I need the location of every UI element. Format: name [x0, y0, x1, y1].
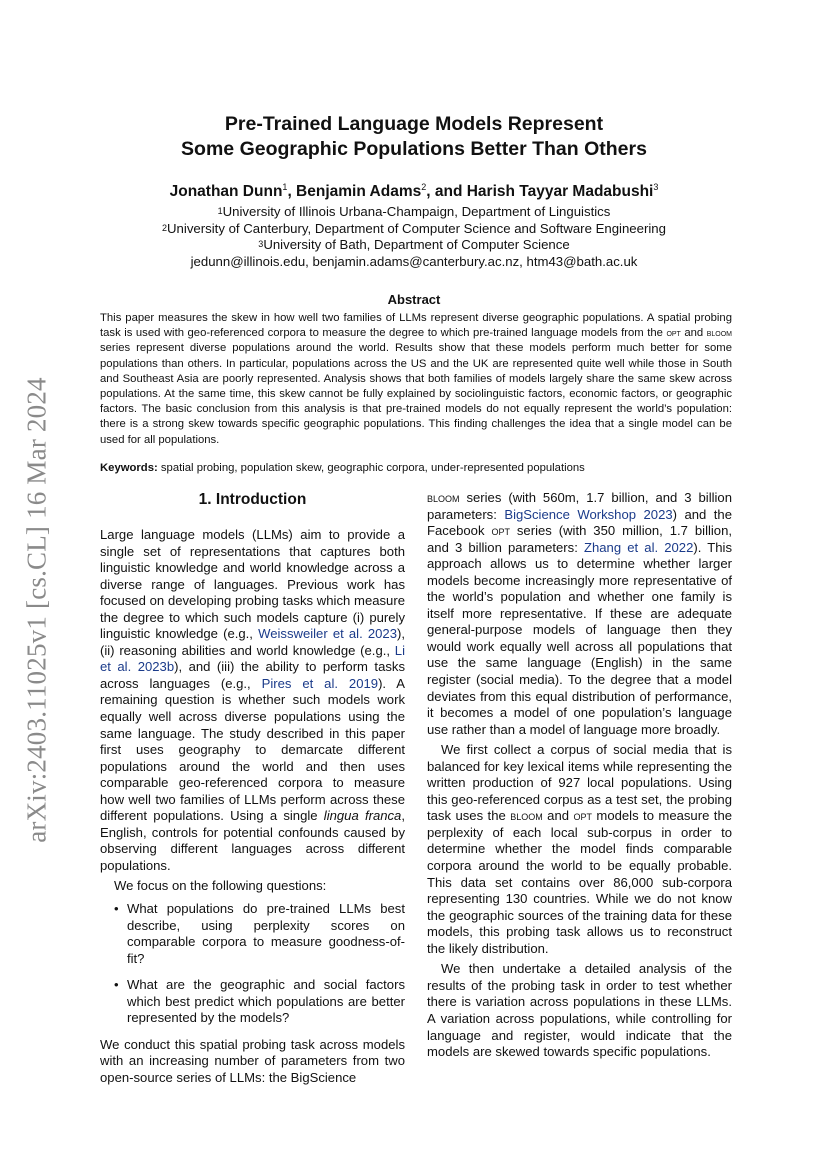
text-run: ) and the Facebook	[427, 506, 733, 539]
abstract-text-1: This paper measures the skew in how well two families of LLMs represent diverse geographic populations. A spatial probing task is used with geo-referenced corpora to measure the degree to which pre-trained language models from the	[100, 312, 732, 340]
model-name-bloom: bloom	[510, 809, 543, 824]
abstract-bloom: bloom	[706, 327, 732, 340]
abstract-text-3: series represent diverse populations around the world. Results show that these models perform much better for some populations than others. In particular, populations across the US and the UK are represented quite well while those in South and Southeast Asia are poorly represented. Analysis shows that both families of models largely share the same skew across populations. At the same time, this skew cannot be fully explained by sociolinguistic factors, economic factors, or geographic factors. The basic conclusion from this analysis is that pre-trained models do not equally represent the world’s population: there is a strong skew towards specific geographic populations. This finding challenges the idea that a single model can be used for all populations.	[100, 342, 732, 446]
model-name-opt: opt	[573, 809, 592, 824]
citation-link[interactable]: Zhang et al. 2022	[583, 539, 694, 555]
list-item: • What populations do pre-trained LLMs best describe, using perplexity scores on comparable corpora to measure goodness-of-fit?	[114, 901, 405, 967]
intro-paragraph-5	[427, 742, 732, 957]
list-item: • What are the geographic and social factors which best predict which populations are better represented by the models?	[114, 977, 405, 1027]
intro-paragraph-3: We conduct this spatial probing task across models with an increasing number of parameters from two open-source series of LLMs: the BigScience	[100, 1036, 405, 1085]
affiliation-1-sup: 1	[217, 206, 223, 216]
author-2: , Benjamin Adams	[287, 183, 422, 200]
author-1: Jonathan Dunn	[169, 183, 283, 200]
author-2-sup: 2	[421, 182, 427, 192]
text-run: series (with 560m, 1.7 billion, and 3 billion parameters:	[427, 490, 732, 522]
author-emails: jedunn@illinois.edu, benjamin.adams@canterbury.ac.nz, htm43@bath.ac.uk	[190, 253, 638, 269]
citation-link[interactable]: Weissweiler et al. 2023	[258, 626, 397, 642]
italic-term: lingua franca	[323, 808, 402, 824]
arxiv-stamp	[14, 365, 60, 855]
intro-paragraph-4	[427, 490, 732, 738]
affiliation-1	[0, 204, 828, 221]
affiliation-2-text: University of Canterbury, Department of Computer Science and Software Engineering	[167, 220, 666, 236]
text-run: Large language models (LLMs) aim to provide a single set of representations that captures both linguistic knowledge and world knowledge across a diverse range of languages. Previous work has focused on developing probing tasks which measure the degree to which such models capture (i) purely linguistic knowledge (e.g.,	[100, 527, 405, 642]
affiliations	[0, 204, 828, 270]
citation-link[interactable]: Pires et al. 2019	[261, 675, 379, 691]
abstract-heading: Abstract	[387, 292, 441, 307]
affiliation-2-sup: 2	[162, 222, 168, 233]
author-3: , and Harish Tayyar Madabushi	[426, 183, 654, 200]
affiliation-1-text: University of Illinois Urbana-Champaign, Department of Linguistics	[222, 204, 611, 219]
paper-title	[0, 112, 828, 162]
keywords-text: spatial probing, population skew, geographic corpora, under-represented populations	[157, 462, 585, 474]
affiliation-3	[0, 237, 828, 254]
text-run: and	[542, 808, 574, 824]
citation-link[interactable]: BigScience Workshop 2023	[504, 506, 673, 522]
abstract-opt: opt	[666, 327, 681, 340]
model-name-bloom: bloom	[427, 491, 460, 505]
text-run: ). A remaining question is whether such models work equally well across diverse populations using the same language. The study described in this paper first uses geography to demarcate different populations around the world and then uses comparable geo-referenced corpora to measure how well two families of LLMs perform across these different populations. Using a single	[100, 675, 405, 824]
author-1-sup: 1	[282, 182, 288, 192]
arxiv-identifier: arXiv:2403.11025v1 [cs.CL] 16 Mar 2024	[21, 377, 52, 843]
model-name-opt: opt	[491, 524, 510, 539]
title-line-1: Pre-Trained Language Models Represent	[224, 113, 604, 135]
question-list	[100, 901, 405, 1027]
author-list	[0, 183, 828, 201]
intro-paragraph-6: We then undertake a detailed analysis of the results of the probing task in order to test whether there is variation across populations in these LLMs. A variation across populations, while controlling for language and register, would indicate that the models are skewed towards specific populations.	[427, 961, 732, 1060]
left-column	[100, 490, 405, 1087]
text-run: , English, controls for potential confounds caused by observing different languages across different populations.	[100, 808, 405, 873]
author-3-sup: 3	[653, 182, 659, 192]
text-run: We first collect a corpus of social media that is balanced for key lexical items while representing the written production of 927 local populations. Using this geo-referenced corpus as a test set, the probing task uses the	[427, 742, 732, 824]
citation-link[interactable]: Li et al. 2023b	[100, 642, 405, 675]
affiliation-2	[0, 221, 828, 238]
section-heading-introduction: 1. Introduction	[198, 491, 307, 508]
text-run: ), (ii) reasoning abilities and world knowledge (e.g.,	[100, 626, 405, 658]
intro-paragraph-2: We focus on the following questions:	[114, 878, 327, 894]
intro-paragraph-1	[100, 527, 405, 874]
abstract-body	[100, 311, 732, 448]
title-line-2: Some Geographic Populations Better Than Others	[181, 138, 647, 160]
keywords	[100, 462, 732, 474]
affiliation-3-sup: 3	[258, 239, 264, 250]
text-run: ), and (iii) the ability to perform tasks across languages (e.g.,	[100, 659, 405, 691]
text-run: ). This approach allows us to determine whether larger models become increasingly more representative of the world’s population and whether one family is itself more representative. If these are adequate general-purpose models of language then they would work equally well across all populations that use the same language (English) in the same register (social media). To the degree that a model deviates from this equal distribution of performance, it becomes a model of one population’s language use rather than a model of language more broadly.	[427, 539, 732, 737]
right-column	[427, 490, 732, 1061]
text-run: models to measure the perplexity of each local sub-corpus in order to determine whether the model finds comparable corpora around the world to be equally probable. This data set contains over 86,000 sub-corpora representing 130 countries. While we do not know the geographic sources of the training data for these models, this probing task allows us to reconstruct the likely distribution.	[427, 808, 733, 956]
keywords-label: Keywords:	[100, 462, 158, 474]
affiliation-3-text: University of Bath, Department of Computer Science	[263, 237, 570, 253]
abstract-text-2: and	[680, 327, 707, 340]
text-run: series (with 350 million, 1.7 billion, and 3 billion parameters:	[427, 523, 732, 555]
